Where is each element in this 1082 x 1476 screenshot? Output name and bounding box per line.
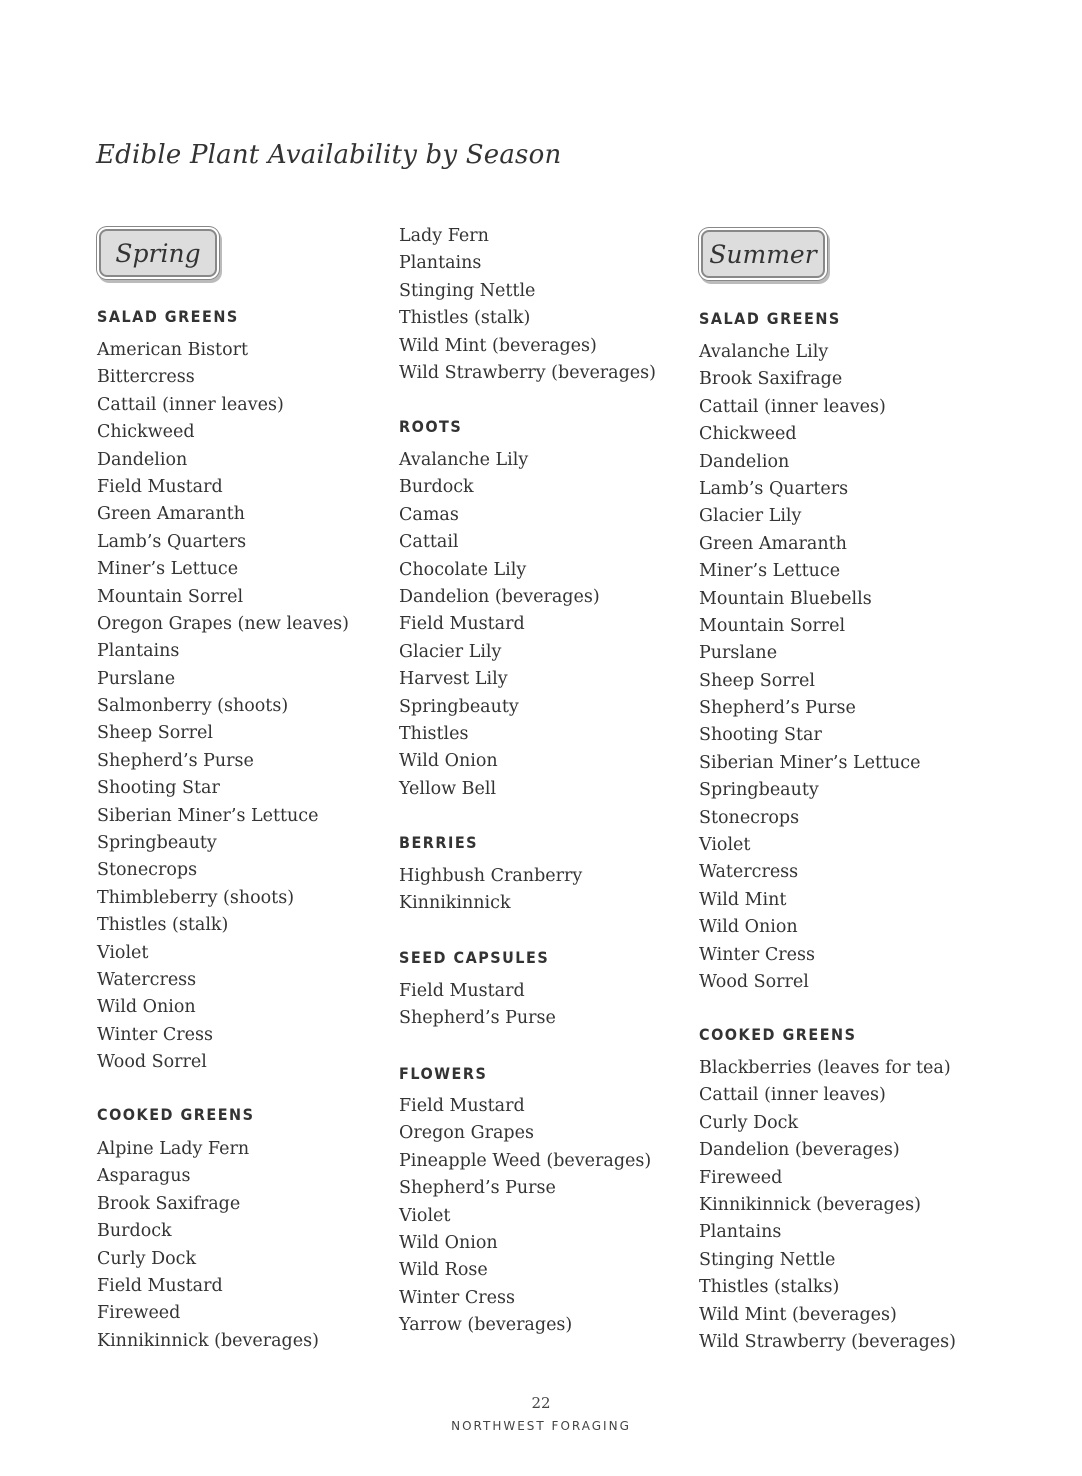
page-title: Edible Plant Availability by Season bbox=[96, 140, 562, 170]
spring-salad-greens-list bbox=[97, 337, 349, 1077]
spring-cooked-greens-heading: COOKED GREENS bbox=[97, 1105, 255, 1124]
list-item: Siberian Miner’s Lettuce bbox=[699, 752, 921, 773]
list-item: Plantains bbox=[399, 253, 482, 274]
summer-cooked-greens-heading: COOKED GREENS bbox=[699, 1025, 857, 1044]
list-item: Chocolate Lily bbox=[399, 559, 527, 580]
list-item: Purslane bbox=[97, 668, 176, 689]
list-item: Alpine Lady Fern bbox=[97, 1139, 250, 1159]
list-item: Yarrow (beverages) bbox=[399, 1315, 573, 1336]
list-item: Wild Mint (beverages) bbox=[399, 335, 597, 356]
list-item: American Bistort bbox=[97, 340, 249, 360]
list-item: Winter Cress bbox=[97, 1024, 213, 1045]
list-item: Dandelion bbox=[699, 451, 790, 472]
list-item: Miner’s Lettuce bbox=[97, 559, 239, 580]
list-item: Violet bbox=[97, 942, 149, 963]
list-item: Curly Dock bbox=[97, 1248, 197, 1269]
list-item: Glacier Lily bbox=[699, 506, 802, 527]
spring-roots-heading: ROOTS bbox=[399, 417, 463, 436]
list-item: Mountain Sorrel bbox=[97, 586, 244, 607]
list-item: Thistles (stalk) bbox=[399, 308, 531, 329]
list-item: Mountain Sorrel bbox=[699, 615, 846, 636]
list-item: Thimbleberry (shoots) bbox=[97, 887, 295, 908]
list-item: Wood Sorrel bbox=[699, 971, 809, 992]
book-title-footer: NORTHWEST FORAGING bbox=[451, 1419, 631, 1433]
list-item: Harvest Lily bbox=[399, 669, 508, 690]
list-item: Oregon Grapes (new leaves) bbox=[97, 613, 349, 634]
list-item: Oregon Grapes bbox=[399, 1123, 534, 1144]
season-badge-summer: Summer bbox=[701, 230, 825, 278]
list-item: Watercress bbox=[699, 862, 799, 883]
list-item: Kinnikinnick (beverages) bbox=[699, 1194, 921, 1215]
list-item: Violet bbox=[699, 835, 751, 856]
list-item: Sheep Sorrel bbox=[699, 670, 815, 691]
list-item: Shepherd’s Purse bbox=[97, 750, 254, 771]
list-item: Kinnikinnick bbox=[399, 893, 511, 914]
list-item: Wild Onion bbox=[699, 917, 798, 938]
list-item: Thistles (stalk) bbox=[97, 915, 229, 936]
list-item: Wild Rose bbox=[399, 1260, 488, 1281]
list-item: Kinnikinnick (beverages) bbox=[97, 1330, 319, 1351]
list-item: Dandelion (beverages) bbox=[699, 1140, 900, 1161]
list-item: Sheep Sorrel bbox=[97, 723, 213, 744]
list-item: Watercress bbox=[97, 969, 197, 990]
list-item: Chickweed bbox=[97, 422, 195, 443]
list-item: Yellow Bell bbox=[399, 778, 497, 799]
list-item: Wild Onion bbox=[399, 751, 498, 772]
list-item: Cattail (inner leaves) bbox=[699, 1085, 886, 1106]
list-item: Purslane bbox=[699, 643, 778, 664]
list-item: Burdock bbox=[97, 1221, 172, 1242]
list-item: Lamb’s Quarters bbox=[97, 531, 247, 552]
list-item: Violet bbox=[399, 1205, 451, 1226]
list-item: Wild Onion bbox=[399, 1232, 498, 1253]
list-item: Shooting Star bbox=[699, 725, 822, 746]
spring-berries-heading: BERRIES bbox=[399, 833, 479, 852]
list-item: Field Mustard bbox=[399, 614, 525, 635]
list-item: Thistles (stalks) bbox=[699, 1277, 840, 1298]
list-item: Dandelion (beverages) bbox=[399, 586, 600, 607]
list-item: Wild Mint bbox=[699, 889, 787, 910]
list-item: Stinging Nettle bbox=[699, 1249, 836, 1270]
list-item: Brook Saxifrage bbox=[699, 369, 843, 390]
list-item: Springbeauty bbox=[399, 696, 519, 717]
list-item: Avalanche Lily bbox=[699, 342, 829, 362]
list-item: Brook Saxifrage bbox=[97, 1193, 241, 1214]
list-item: Miner’s Lettuce bbox=[699, 561, 841, 582]
spring-cooked-greens-list bbox=[97, 1136, 319, 1355]
list-item: Highbush Cranberry bbox=[399, 866, 583, 886]
list-item: Green Amaranth bbox=[699, 533, 847, 554]
list-item: Burdock bbox=[399, 477, 474, 498]
list-item: Shooting Star bbox=[97, 778, 220, 799]
list-item: Thistles bbox=[399, 723, 469, 744]
summer-salad-greens-heading: SALAD GREENS bbox=[699, 309, 841, 328]
spring-berries-list bbox=[399, 863, 582, 918]
list-item: Stonecrops bbox=[699, 807, 800, 828]
spring-roots-list bbox=[399, 447, 600, 803]
list-item: Fireweed bbox=[699, 1167, 783, 1188]
list-item: Avalanche Lily bbox=[399, 450, 529, 470]
spring-cooked-greens-list-continued bbox=[399, 223, 656, 387]
list-item: Camas bbox=[399, 504, 459, 525]
list-item: Field Mustard bbox=[97, 476, 223, 497]
list-item: Field Mustard bbox=[97, 1275, 223, 1296]
list-item: Shepherd’s Purse bbox=[699, 698, 856, 719]
list-item: Green Amaranth bbox=[97, 504, 245, 525]
list-item: Wild Strawberry (beverages) bbox=[699, 1331, 956, 1352]
list-item: Lamb’s Quarters bbox=[699, 478, 849, 499]
list-item: Field Mustard bbox=[399, 981, 525, 1001]
list-item: Asparagus bbox=[97, 1166, 191, 1187]
summer-cooked-greens-list bbox=[699, 1055, 956, 1356]
spring-flowers-list bbox=[399, 1093, 651, 1340]
list-item: Shepherd’s Purse bbox=[399, 1178, 556, 1199]
list-item: Siberian Miner’s Lettuce bbox=[97, 805, 319, 826]
summer-salad-greens-list bbox=[699, 339, 920, 996]
list-item: Lady Fern bbox=[399, 226, 489, 246]
list-item: Mountain Bluebells bbox=[699, 588, 872, 609]
list-item: Cattail bbox=[399, 532, 459, 553]
list-item: Salmonberry (shoots) bbox=[97, 696, 289, 717]
list-item: Winter Cress bbox=[399, 1287, 515, 1308]
list-item: Wild Strawberry (beverages) bbox=[399, 362, 656, 383]
list-item: Fireweed bbox=[97, 1303, 181, 1324]
list-item: Shepherd’s Purse bbox=[399, 1008, 556, 1029]
list-item: Cattail (inner leaves) bbox=[97, 394, 284, 415]
spring-seed-capsules-heading: SEED CAPSULES bbox=[399, 948, 550, 967]
page-number: 22 bbox=[531, 1394, 551, 1412]
list-item: Bittercress bbox=[97, 367, 195, 388]
list-item: Winter Cress bbox=[699, 944, 815, 965]
list-item: Field Mustard bbox=[399, 1096, 525, 1116]
list-item: Blackberries (leaves for tea) bbox=[699, 1058, 951, 1078]
list-item: Pineapple Weed (beverages) bbox=[399, 1150, 652, 1171]
list-item: Stinging Nettle bbox=[399, 280, 536, 301]
list-item: Wood Sorrel bbox=[97, 1052, 207, 1073]
list-item: Dandelion bbox=[97, 449, 188, 470]
list-item: Cattail (inner leaves) bbox=[699, 396, 886, 417]
spring-flowers-heading: FLOWERS bbox=[399, 1064, 488, 1083]
season-badge-spring: Spring bbox=[99, 229, 217, 277]
spring-seed-capsules-list bbox=[399, 978, 556, 1033]
list-item: Chickweed bbox=[699, 424, 797, 445]
list-item: Glacier Lily bbox=[399, 641, 502, 662]
list-item: Plantains bbox=[97, 641, 180, 662]
list-item: Curly Dock bbox=[699, 1112, 799, 1133]
spring-salad-greens-heading: SALAD GREENS bbox=[97, 307, 239, 326]
list-item: Plantains bbox=[699, 1222, 782, 1243]
list-item: Wild Onion bbox=[97, 997, 196, 1018]
list-item: Stonecrops bbox=[97, 860, 198, 881]
list-item: Springbeauty bbox=[97, 833, 217, 854]
list-item: Springbeauty bbox=[699, 780, 819, 801]
list-item: Wild Mint (beverages) bbox=[699, 1304, 897, 1325]
